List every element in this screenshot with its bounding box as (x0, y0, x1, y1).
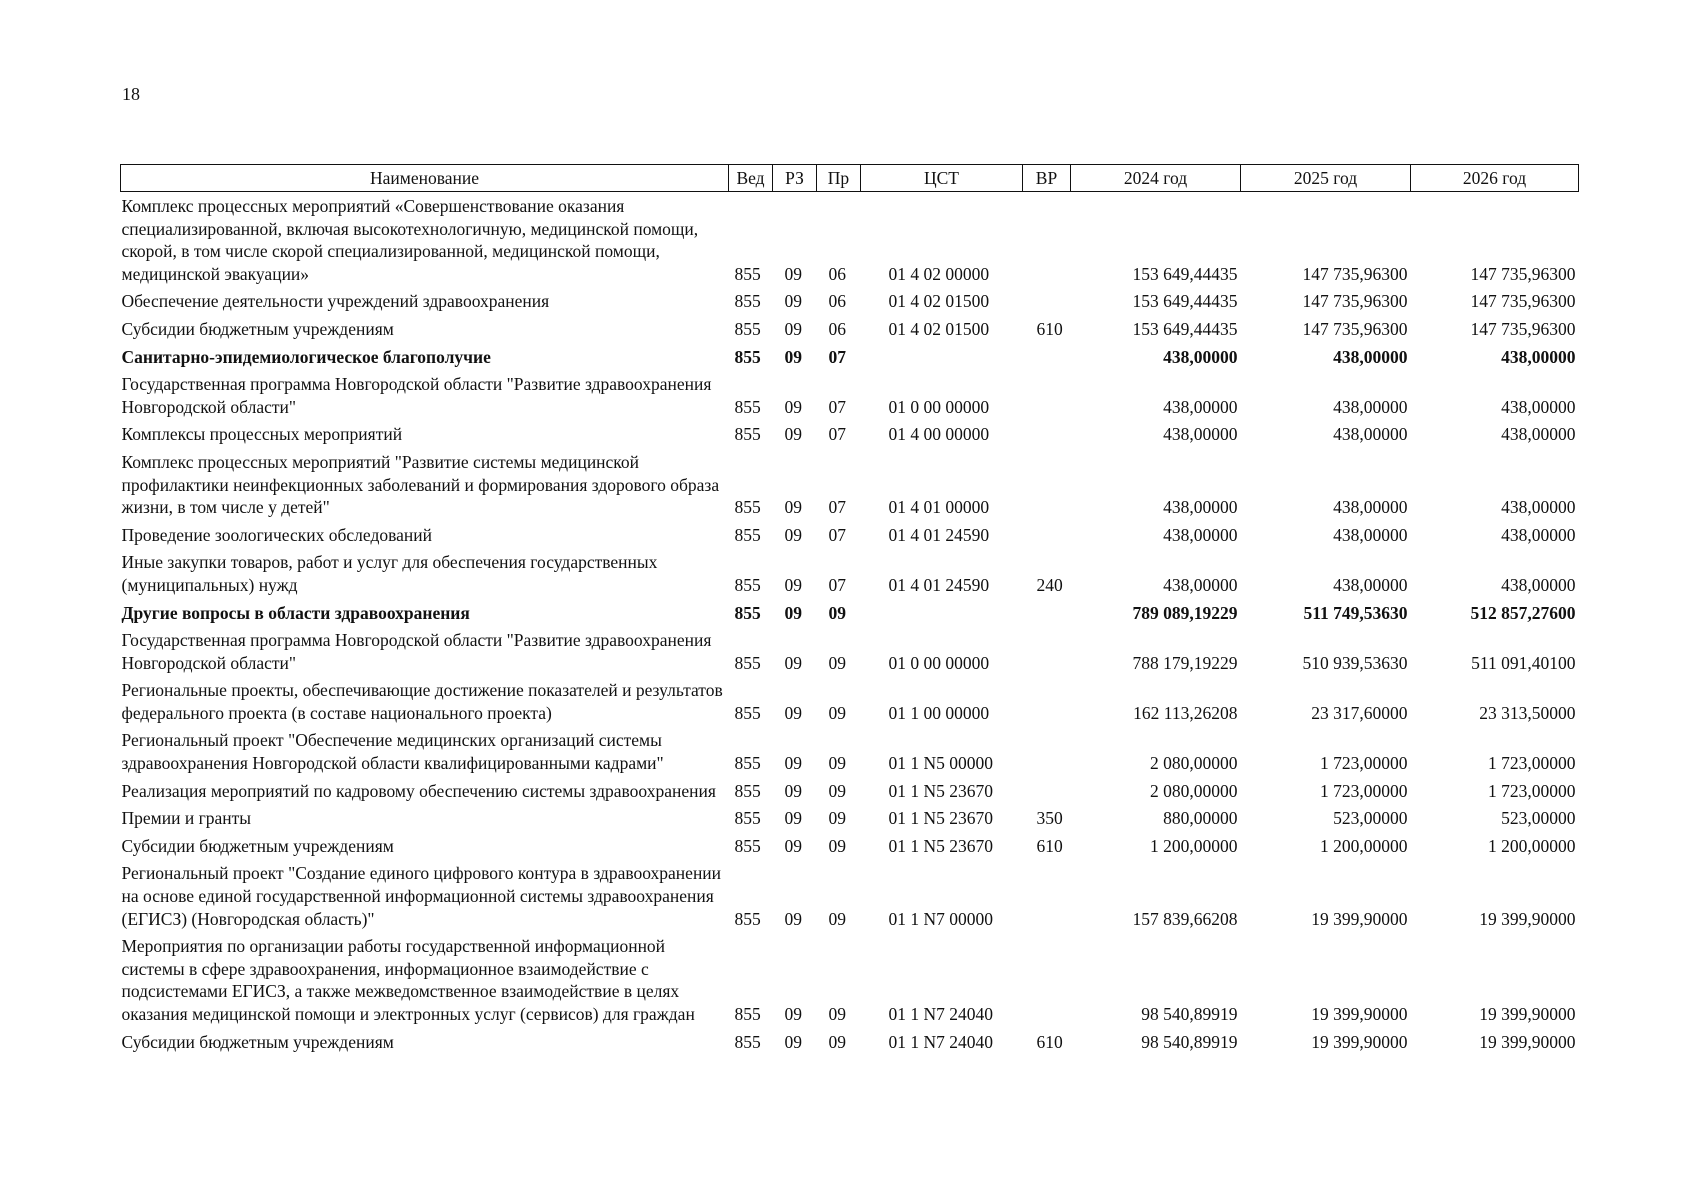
cell-2024: 2 080,00000 (1150, 753, 1238, 774)
cell-ved: 855 (734, 702, 761, 723)
cell-pr: 09 (828, 753, 846, 774)
cell-vr (1023, 935, 1071, 1030)
cell-pr: 07 (828, 497, 846, 518)
cell-rz: 09 (784, 780, 802, 801)
table-row (121, 290, 1579, 318)
cell-pr: 09 (828, 908, 846, 929)
header-cst: ЦСТ (861, 165, 1023, 192)
cell-cst: 01 4 02 01500 (888, 318, 990, 339)
cell-name: Комплекс процессных мероприятий «Совершенствование оказания специализированной, включая высокотехнологичную, медицинской помощи, скорой, в том числе скорой специализированной, медицинской помощи, медицинской эвакуации» (121, 196, 699, 284)
cell-pr: 09 (828, 602, 846, 623)
table-row (121, 935, 1579, 1030)
cell-2024: 438,00000 (1163, 497, 1238, 518)
cell-2026: 147 735,96300 (1470, 318, 1576, 339)
cell-pr: 09 (828, 702, 846, 723)
cell-2024: 2 080,00000 (1150, 780, 1238, 801)
cell-cst: 01 4 01 24590 (888, 524, 990, 545)
cell-name: Премии и гранты (121, 808, 252, 829)
cell-name: Региональный проект "Обеспечение медицинских организаций системы здравоохранения Новгородской области квалифицированными кадрами" (121, 730, 664, 774)
cell-name: Другие вопросы в области здравоохранения (121, 602, 470, 623)
header-rz: РЗ (773, 165, 817, 192)
table-header-row (121, 165, 1579, 192)
cell-2025: 147 735,96300 (1302, 318, 1408, 339)
cell-2026: 511 091,40100 (1471, 652, 1576, 673)
cell-ved: 855 (734, 602, 761, 623)
cell-name: Проведение зоологических обследований (121, 524, 432, 545)
cell-rz: 09 (784, 753, 802, 774)
cell-2025: 147 735,96300 (1302, 263, 1408, 284)
cell-2024: 438,00000 (1163, 574, 1238, 595)
cell-name: Государственная программа Новгородской области "Развитие здравоохранения Новгородской области" (121, 374, 712, 417)
cell-cst (861, 602, 1023, 630)
header-2026: 2026 год (1411, 165, 1579, 192)
cell-rz: 09 (784, 1031, 802, 1052)
cell-cst: 01 4 02 01500 (888, 291, 990, 312)
cell-ved: 855 (734, 780, 761, 801)
cell-vr (1023, 451, 1071, 524)
cell-cst (861, 346, 1023, 374)
cell-2026: 19 399,90000 (1479, 908, 1576, 929)
table-row (121, 423, 1579, 451)
cell-2026: 438,00000 (1501, 424, 1576, 445)
cell-vr: 610 (1036, 1031, 1063, 1052)
cell-pr: 07 (828, 524, 846, 545)
cell-rz: 09 (784, 602, 802, 623)
cell-name: Мероприятия по организации работы государственной информационной системы в сфере здравоохранения, информационное взаимодействие с подсистемами ЕГИСЗ, а также межведомственное взаимодействие в целях оказания медицинской помощи и электронных услуг (сервисов) для граждан (121, 936, 695, 1024)
header-2024: 2024 год (1071, 165, 1241, 192)
cell-ved: 855 (734, 1004, 761, 1024)
cell-name: Комплексы процессных мероприятий (121, 424, 403, 445)
cell-pr: 06 (828, 291, 846, 312)
cell-2026: 147 735,96300 (1470, 263, 1576, 284)
cell-2024: 438,00000 (1163, 396, 1238, 417)
cell-2025: 438,00000 (1333, 497, 1408, 518)
cell-cst: 01 0 00 00000 (888, 652, 990, 673)
cell-2024: 98 540,89919 (1141, 1004, 1238, 1024)
cell-2024: 157 839,66208 (1132, 908, 1238, 929)
table-row (121, 318, 1579, 346)
table-body (121, 192, 1579, 1059)
cell-pr: 06 (828, 263, 846, 284)
cell-2026: 1 723,00000 (1488, 780, 1576, 801)
cell-2025: 511 749,53630 (1303, 602, 1408, 623)
cell-2026: 438,00000 (1501, 574, 1576, 595)
cell-vr: 350 (1036, 808, 1063, 829)
cell-cst: 01 1 N7 24040 (888, 1031, 994, 1052)
cell-vr (1023, 729, 1071, 779)
cell-2025: 1 200,00000 (1320, 835, 1408, 856)
table-row (121, 346, 1579, 374)
cell-2024: 788 179,19229 (1132, 652, 1238, 673)
table-row (121, 629, 1579, 679)
cell-vr (1023, 629, 1071, 679)
cell-ved: 855 (734, 263, 761, 284)
cell-2025: 147 735,96300 (1302, 291, 1408, 312)
cell-2024: 153 649,44435 (1132, 291, 1238, 312)
cell-2025: 1 723,00000 (1320, 753, 1408, 774)
table-row (121, 780, 1579, 808)
page-number: 18 (122, 84, 140, 104)
cell-ved: 855 (734, 524, 761, 545)
cell-cst: 01 1 00 00000 (888, 702, 990, 723)
header-name: Наименование (121, 165, 729, 192)
cell-vr: 610 (1036, 835, 1063, 856)
cell-name: Реализация мероприятий по кадровому обеспечению системы здравоохранения (121, 780, 716, 801)
cell-vr (1023, 780, 1071, 808)
cell-rz: 09 (784, 291, 802, 312)
cell-ved: 855 (734, 497, 761, 518)
cell-2026: 23 313,50000 (1479, 702, 1576, 723)
cell-cst: 01 4 01 24590 (888, 574, 990, 595)
cell-rz: 09 (784, 1004, 802, 1024)
cell-rz: 09 (784, 318, 802, 339)
cell-pr: 07 (828, 424, 846, 445)
header-ved: Вед (729, 165, 773, 192)
cell-name: Государственная программа Новгородской области "Развитие здравоохранения Новгородской области" (121, 630, 712, 673)
cell-name: Субсидии бюджетным учреждениям (121, 1031, 394, 1052)
cell-pr: 06 (828, 318, 846, 339)
cell-2026: 1 200,00000 (1488, 835, 1576, 856)
cell-rz: 09 (784, 524, 802, 545)
cell-ved: 855 (734, 753, 761, 774)
cell-rz: 09 (784, 263, 802, 284)
cell-cst: 01 4 02 00000 (888, 263, 990, 284)
cell-2025: 1 723,00000 (1320, 780, 1408, 801)
cell-pr: 09 (828, 780, 846, 801)
cell-ved: 855 (734, 808, 761, 829)
cell-2024: 162 113,26208 (1133, 702, 1238, 723)
cell-pr: 07 (828, 396, 846, 417)
cell-rz: 09 (784, 424, 802, 445)
table-row (121, 729, 1579, 779)
cell-vr (1023, 373, 1071, 423)
cell-rz: 09 (784, 702, 802, 723)
table-row (121, 551, 1579, 601)
cell-cst: 01 1 N7 00000 (888, 908, 994, 929)
budget-table (120, 164, 1579, 1058)
cell-2025: 510 939,53630 (1302, 652, 1408, 673)
cell-cst: 01 1 N5 23670 (888, 808, 994, 829)
cell-vr: 610 (1036, 318, 1063, 339)
cell-2026: 19 399,90000 (1479, 1004, 1576, 1024)
cell-2025: 19 399,90000 (1311, 1004, 1408, 1024)
cell-2026: 438,00000 (1501, 396, 1576, 417)
cell-name: Региональные проекты, обеспечивающие достижение показателей и результатов федерального проекта (в составе национального проекта) (121, 680, 723, 723)
cell-2026: 438,00000 (1501, 524, 1576, 545)
cell-cst: 01 4 01 00000 (888, 497, 990, 518)
table-row (121, 1031, 1579, 1059)
cell-2026: 438,00000 (1501, 346, 1576, 367)
cell-cst: 01 1 N7 24040 (888, 1004, 994, 1024)
cell-2025: 438,00000 (1333, 574, 1408, 595)
table-row (121, 451, 1579, 524)
cell-name: Санитарно-эпидемиологическое благополучие (121, 346, 491, 367)
cell-2024: 98 540,89919 (1141, 1031, 1238, 1052)
cell-2026: 438,00000 (1501, 497, 1576, 518)
header-2025: 2025 год (1241, 165, 1411, 192)
cell-2026: 1 723,00000 (1488, 753, 1576, 774)
table-row (121, 807, 1579, 835)
cell-pr: 09 (828, 835, 846, 856)
cell-pr: 09 (828, 652, 846, 673)
cell-name: Субсидии бюджетным учреждениям (121, 835, 394, 856)
cell-vr (1023, 862, 1071, 935)
cell-2024: 789 089,19229 (1132, 602, 1238, 623)
cell-pr: 09 (828, 1031, 846, 1052)
cell-2024: 1 200,00000 (1150, 835, 1238, 856)
cell-name: Иные закупки товаров, работ и услуг для обеспечения государственных (муниципальных) нужд (121, 552, 658, 595)
cell-2024: 880,00000 (1163, 808, 1238, 829)
cell-cst: 01 1 N5 00000 (888, 753, 994, 774)
cell-ved: 855 (734, 1031, 761, 1052)
cell-name: Комплекс процессных мероприятий "Развитие системы медицинской профилактики неинфекционных заболеваний и формирования здорового образа жизни, в том числе у детей" (121, 451, 720, 518)
cell-2025: 23 317,60000 (1311, 702, 1408, 723)
cell-ved: 855 (734, 396, 761, 417)
cell-rz: 09 (784, 396, 802, 417)
table-row (121, 835, 1579, 863)
cell-cst: 01 4 00 00000 (888, 424, 990, 445)
cell-2026: 523,00000 (1501, 808, 1576, 829)
cell-vr (1023, 602, 1071, 630)
cell-2025: 19 399,90000 (1311, 1031, 1408, 1052)
cell-vr (1023, 679, 1071, 729)
cell-2024: 153 649,44435 (1132, 318, 1238, 339)
cell-pr: 09 (828, 1004, 846, 1024)
cell-2025: 438,00000 (1333, 396, 1408, 417)
cell-cst: 01 0 00 00000 (888, 396, 990, 417)
cell-2025: 19 399,90000 (1311, 908, 1408, 929)
cell-2024: 438,00000 (1163, 524, 1238, 545)
cell-cst: 01 1 N5 23670 (888, 780, 994, 801)
cell-vr (1023, 524, 1071, 552)
cell-ved: 855 (734, 652, 761, 673)
cell-2025: 438,00000 (1333, 346, 1408, 367)
cell-rz: 09 (784, 808, 802, 829)
cell-ved: 855 (734, 318, 761, 339)
cell-rz: 09 (784, 346, 802, 367)
cell-pr: 09 (828, 808, 846, 829)
header-pr: Пр (817, 165, 861, 192)
cell-vr: 240 (1036, 574, 1063, 595)
cell-2026: 512 857,27600 (1470, 602, 1576, 623)
cell-vr (1023, 346, 1071, 374)
cell-2026: 147 735,96300 (1470, 291, 1576, 312)
cell-name: Субсидии бюджетным учреждениям (121, 318, 394, 339)
cell-ved: 855 (734, 835, 761, 856)
cell-2024: 438,00000 (1163, 346, 1238, 367)
table-row (121, 602, 1579, 630)
cell-rz: 09 (784, 652, 802, 673)
cell-rz: 09 (784, 574, 802, 595)
cell-2024: 153 649,44435 (1132, 263, 1238, 284)
cell-cst: 01 1 N5 23670 (888, 835, 994, 856)
header-vr: ВР (1023, 165, 1071, 192)
cell-vr (1023, 192, 1071, 291)
cell-ved: 855 (734, 424, 761, 445)
cell-ved: 855 (734, 908, 761, 929)
cell-2025: 438,00000 (1333, 424, 1408, 445)
cell-2025: 438,00000 (1333, 524, 1408, 545)
cell-pr: 07 (828, 346, 846, 367)
table-row (121, 524, 1579, 552)
cell-2025: 523,00000 (1333, 808, 1408, 829)
table-row (121, 862, 1579, 935)
cell-2024: 438,00000 (1163, 424, 1238, 445)
table-row (121, 373, 1579, 423)
cell-ved: 855 (734, 291, 761, 312)
cell-vr (1023, 290, 1071, 318)
cell-rz: 09 (784, 908, 802, 929)
cell-name: Обеспечение деятельности учреждений здравоохранения (121, 291, 550, 312)
table-row (121, 192, 1579, 291)
table-row (121, 679, 1579, 729)
cell-vr (1023, 423, 1071, 451)
cell-2026: 19 399,90000 (1479, 1031, 1576, 1052)
cell-pr: 07 (828, 574, 846, 595)
cell-rz: 09 (784, 835, 802, 856)
cell-ved: 855 (734, 574, 761, 595)
cell-rz: 09 (784, 497, 802, 518)
cell-ved: 855 (734, 346, 761, 367)
cell-name: Региональный проект "Создание единого цифрового контура в здравоохранении на основе единой государственной информационной системы здравоохранения (ЕГИСЗ) (Новгородская область)" (121, 863, 722, 929)
